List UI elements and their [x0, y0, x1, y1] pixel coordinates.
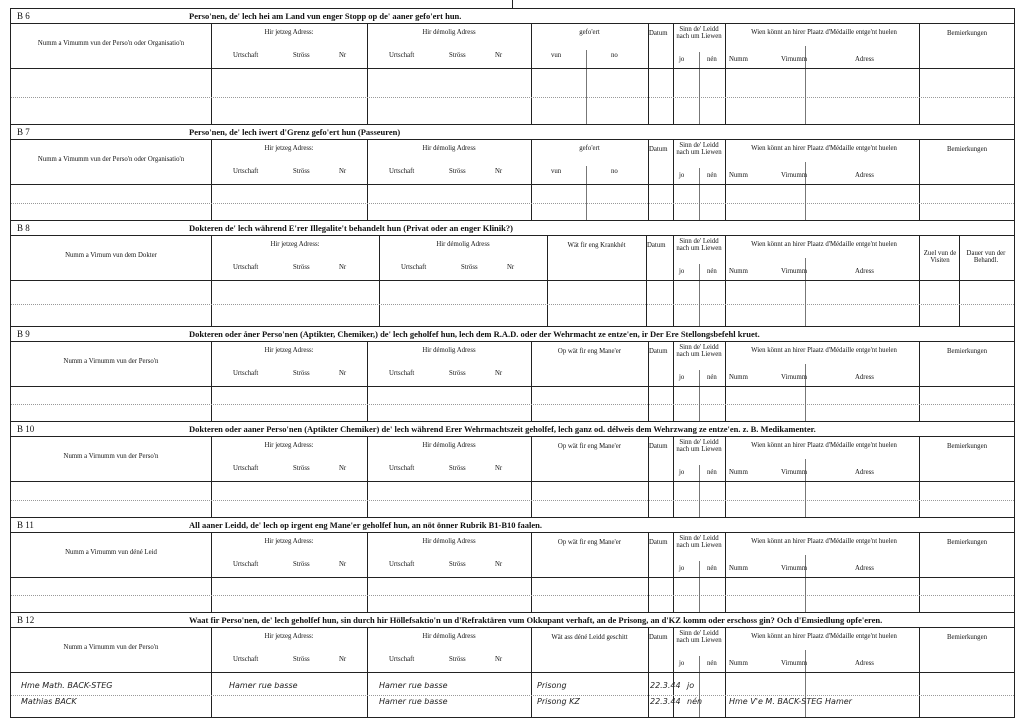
nr-header: Nr — [339, 561, 347, 568]
column-divider — [547, 236, 548, 280]
nr-header: Nr — [495, 656, 503, 663]
from-header: vun — [551, 52, 562, 59]
column-divider — [805, 69, 806, 125]
row-divider — [11, 304, 1014, 305]
column-divider — [367, 533, 368, 577]
current-address-header: Hir jetzeg Adress: — [264, 29, 314, 36]
medal-address-header: Adress — [855, 660, 874, 667]
alive-header: Sinn de' Leidd nach um Liewen — [676, 344, 722, 358]
street-header: Ströss — [293, 465, 310, 472]
date-header: Datum — [649, 30, 668, 37]
first-column-header: Numm a Virnumm vun der Perso'n — [63, 358, 159, 365]
street-header: Ströss — [449, 656, 466, 663]
column-divider — [699, 387, 700, 422]
former-address-header: Hir démolig Adress — [422, 145, 476, 152]
former-address-header: Hir démolig Adress — [422, 347, 476, 354]
handwritten-date: 22.3.44 — [650, 697, 681, 706]
entry-rows[interactable] — [11, 281, 1014, 327]
handwritten-alive: jo — [687, 681, 695, 690]
no-header: nén — [707, 374, 717, 381]
medal-header: Wien könnt an hirer Plaatz d'Médaille entge'nt huelen — [751, 633, 897, 640]
section-title: All aaner Leidd, de' lech op irgent eng Mane'er geholfef hun, an nöt önner Rubrik B1-B10 faalen. — [189, 520, 543, 530]
street-header: Ströss — [461, 264, 478, 271]
column-divider — [211, 437, 212, 481]
section-title: Perso'nen, de' lech hei am Land vun enger Stopp op de' aaner gefo'ert hun. — [189, 11, 462, 21]
row-divider — [11, 97, 1014, 98]
column-divider — [699, 69, 700, 125]
column-divider — [725, 437, 726, 481]
treatment-duration-header: Dauer vun der Behandl. — [966, 250, 1006, 264]
section-b7 — [10, 124, 1015, 221]
medal-name-header: Numm — [729, 374, 748, 381]
column-header — [11, 236, 1014, 281]
alive-header: Sinn de' Leidd nach um Liewen — [676, 630, 722, 644]
current-address-header: Hir jetzeg Adress: — [264, 538, 314, 545]
column-divider — [725, 24, 726, 68]
former-address-header: Hir démolig Adress — [422, 29, 476, 36]
section-b12 — [10, 612, 1015, 718]
remarks-header: Bemierkungen — [946, 443, 987, 450]
nr-header: Nr — [495, 465, 503, 472]
section-title-row — [11, 221, 1014, 236]
nr-header: Nr — [339, 465, 347, 472]
no-header: nén — [707, 172, 717, 179]
section-b9 — [10, 326, 1015, 422]
middle-column-header: Op wät fir eng Mane'er — [557, 443, 622, 450]
column-divider — [531, 628, 532, 672]
remarks-header: Bemierkungen — [946, 348, 987, 355]
column-divider — [367, 140, 368, 184]
no-header: nén — [707, 268, 717, 275]
middle-column-header: gefo'ert — [579, 145, 600, 152]
column-divider — [211, 533, 212, 577]
date-header: Datum — [649, 146, 668, 153]
section-code: B 12 — [17, 615, 35, 625]
section-title-row — [11, 613, 1014, 628]
column-divider — [673, 24, 674, 68]
column-divider — [673, 342, 674, 386]
column-divider — [673, 236, 674, 280]
column-divider — [805, 482, 806, 518]
column-divider — [531, 437, 532, 481]
middle-column-header: Wät fir eng Krankhét — [567, 242, 626, 249]
street-header: Ströss — [449, 168, 466, 175]
column-divider — [805, 673, 806, 717]
nr-header: Nr — [495, 168, 503, 175]
date-header: Datum — [649, 539, 668, 546]
column-divider — [699, 561, 700, 577]
column-divider — [531, 140, 532, 184]
middle-column-header: Wät ass déné Leidd geschitt — [551, 634, 628, 641]
nr-header: Nr — [339, 168, 347, 175]
section-code: B 8 — [17, 223, 30, 233]
column-divider — [725, 140, 726, 184]
medal-firstname-header: Virnumm — [781, 268, 808, 275]
street-header: Ströss — [449, 561, 466, 568]
column-divider — [805, 578, 806, 613]
column-divider — [919, 533, 920, 577]
column-divider — [586, 185, 587, 221]
alive-header: Sinn de' Leidd nach um Liewen — [676, 238, 722, 252]
column-divider — [379, 236, 380, 280]
section-title-row — [11, 422, 1014, 437]
yes-header: jo — [679, 56, 685, 63]
street-header: Ströss — [293, 656, 310, 663]
town-header: Urtschaft — [389, 52, 415, 59]
column-divider — [699, 185, 700, 221]
town-header: Urtschaft — [233, 168, 259, 175]
no-header: nén — [707, 565, 717, 572]
yes-header: jo — [679, 268, 685, 275]
column-divider — [699, 52, 700, 68]
town-header: Urtschaft — [233, 465, 259, 472]
column-divider — [919, 140, 920, 184]
section-title: Dokteren oder aaner Perso'nen (Aptikter Chemiker) de' lech während Erer Wehrmachtszeit geholfef, lech ganz od. délweis dem Wehrzwang ze entze'en. z. B. Medikamenter. — [189, 424, 816, 434]
yes-header: jo — [679, 660, 685, 667]
handwritten-address: Hamer rue basse — [229, 681, 298, 690]
nr-header: Nr — [495, 370, 503, 377]
date-header: Datum — [649, 348, 668, 355]
handwritten-date: 22.3.44 — [650, 681, 681, 690]
nr-header: Nr — [495, 52, 503, 59]
nr-header: Nr — [339, 52, 347, 59]
column-header — [11, 24, 1014, 69]
handwritten-name: Hme Math. BACK-STEG — [21, 681, 113, 690]
column-divider — [725, 236, 726, 280]
nr-header: Nr — [339, 370, 347, 377]
column-header — [11, 628, 1014, 673]
medal-address-header: Adress — [855, 268, 874, 275]
town-header: Urtschaft — [233, 656, 259, 663]
section-code: B 11 — [17, 520, 34, 530]
column-divider — [673, 437, 674, 481]
column-divider — [367, 342, 368, 386]
entry-rows[interactable] — [11, 482, 1014, 518]
section-title: Perso'nen, de' lech iwert d'Grenz gefo'ert hun (Passeuren) — [189, 127, 401, 137]
to-header: no — [611, 168, 618, 175]
entry-rows[interactable] — [11, 185, 1014, 221]
medal-name-header: Numm — [729, 565, 748, 572]
column-divider — [699, 656, 700, 672]
town-header: Urtschaft — [389, 656, 415, 663]
former-address-header: Hir démolig Adress — [422, 633, 476, 640]
section-title-row — [11, 9, 1014, 24]
handwritten-name: Mathias BACK — [21, 697, 77, 706]
column-divider — [919, 236, 920, 280]
no-header: nén — [707, 660, 717, 667]
section-title: Dokteren oder åner Perso'nen (Aptikter, Chemiker,) de' lech geholfef hun, lech dem R.A.D. oder der Wehrmacht ze entze'en, ir Der Ere Stellongsbefehl kruet. — [189, 329, 760, 339]
column-divider — [699, 482, 700, 518]
section-code: B 7 — [17, 127, 30, 137]
column-divider — [699, 673, 700, 717]
section-title: Dokteren de' lech während E'rer Illegalite't behandelt hun (Privat oder an enger Klinik?) — [189, 223, 513, 233]
remarks-header: Bemierkungen — [946, 146, 987, 153]
column-header — [11, 140, 1014, 185]
column-divider — [699, 370, 700, 386]
column-header — [11, 437, 1014, 482]
former-address-header: Hir démolig Adress — [436, 241, 490, 248]
column-divider — [699, 578, 700, 613]
medal-name-header: Numm — [729, 56, 748, 63]
medal-header: Wien könnt an hirer Plaatz d'Médaille entge'nt huelen — [751, 538, 897, 545]
section-title-row — [11, 125, 1014, 140]
first-column-header: Numm a Vimumm vun der Perso'n oder Organisatio'n — [37, 156, 185, 163]
former-address-header: Hir démolig Adress — [422, 442, 476, 449]
no-header: nén — [707, 469, 717, 476]
to-header: no — [611, 52, 618, 59]
medal-firstname-header: Virnumm — [781, 374, 808, 381]
handwritten-medal-recipient: Hme V'e M. BACK-STEG Hamer — [729, 697, 852, 706]
page-top-mark — [512, 0, 513, 8]
column-divider — [211, 236, 212, 280]
medal-header: Wien könnt an hirer Plaatz d'Médaille entge'nt huelen — [751, 241, 897, 248]
medal-firstname-header: Virnumm — [781, 660, 808, 667]
section-b11 — [10, 517, 1015, 613]
column-divider — [699, 465, 700, 481]
medal-name-header: Numm — [729, 469, 748, 476]
column-divider — [531, 342, 532, 386]
current-address-header: Hir jetzeg Adress: — [270, 241, 320, 248]
street-header: Ströss — [293, 264, 310, 271]
column-divider — [959, 236, 960, 280]
row-divider — [11, 500, 1014, 501]
section-code: B 9 — [17, 329, 30, 339]
column-divider — [699, 281, 700, 327]
entry-rows[interactable] — [11, 578, 1014, 613]
town-header: Urtschaft — [389, 561, 415, 568]
column-divider — [725, 533, 726, 577]
street-header: Ströss — [449, 465, 466, 472]
column-divider — [586, 50, 587, 68]
column-divider — [673, 628, 674, 672]
nr-header: Nr — [339, 656, 347, 663]
town-header: Urtschaft — [233, 561, 259, 568]
visits-header: Zuel vun de Visiten — [923, 250, 957, 264]
town-header: Urtschaft — [233, 264, 259, 271]
town-header: Urtschaft — [233, 370, 259, 377]
nr-header: Nr — [507, 264, 515, 271]
current-address-header: Hir jetzeg Adress: — [264, 442, 314, 449]
street-header: Ströss — [293, 561, 310, 568]
entry-rows[interactable] — [11, 387, 1014, 422]
yes-header: jo — [679, 374, 685, 381]
column-divider — [919, 342, 920, 386]
yes-header: jo — [679, 469, 685, 476]
first-column-header: Numm a Virnumm vun déné Leid — [65, 549, 157, 556]
medal-header: Wien könnt an hirer Plaatz d'Médaille entge'nt huelen — [751, 347, 897, 354]
nr-header: Nr — [339, 264, 347, 271]
medal-firstname-header: Virnumm — [781, 565, 808, 572]
medal-firstname-header: Virnumm — [781, 469, 808, 476]
date-header: Datum — [647, 242, 666, 249]
medal-address-header: Adress — [855, 56, 874, 63]
first-column-header: Numm a Virnumm vun der Perso'n — [63, 644, 159, 651]
column-divider — [211, 628, 212, 672]
column-divider — [699, 168, 700, 184]
section-b10 — [10, 421, 1015, 518]
column-divider — [919, 437, 920, 481]
section-title-row — [11, 327, 1014, 342]
yes-header: jo — [679, 172, 685, 179]
town-header: Urtschaft — [401, 264, 427, 271]
form-page — [10, 8, 1013, 716]
medal-header: Wien könnt an hirer Plaatz d'Médaille entge'nt huelen — [751, 145, 897, 152]
medal-firstname-header: Virnumm — [781, 56, 808, 63]
middle-column-header: gefo'ert — [579, 29, 600, 36]
column-divider — [531, 24, 532, 68]
first-column-header: Numm a Virnumm vun der Perso'n — [63, 453, 159, 460]
section-title-row — [11, 518, 1014, 533]
row-divider — [11, 695, 1014, 696]
column-divider — [725, 342, 726, 386]
town-header: Urtschaft — [389, 370, 415, 377]
section-b8 — [10, 220, 1015, 327]
entry-rows[interactable] — [11, 69, 1014, 125]
no-header: nén — [707, 56, 717, 63]
date-header: Datum — [649, 634, 668, 641]
row-divider — [11, 404, 1014, 405]
handwritten-alive: nén — [687, 697, 703, 706]
medal-name-header: Numm — [729, 172, 748, 179]
column-divider — [805, 281, 806, 327]
section-b6 — [10, 8, 1015, 125]
medal-header: Wien könnt an hirer Plaatz d'Médaille entge'nt huelen — [751, 442, 897, 449]
medal-address-header: Adress — [855, 172, 874, 179]
current-address-header: Hir jetzeg Adress: — [264, 347, 314, 354]
current-address-header: Hir jetzeg Adress: — [264, 633, 314, 640]
column-divider — [211, 342, 212, 386]
column-header — [11, 533, 1014, 578]
column-divider — [699, 264, 700, 280]
nr-header: Nr — [495, 561, 503, 568]
town-header: Urtschaft — [389, 465, 415, 472]
row-divider — [11, 595, 1014, 596]
yes-header: jo — [679, 565, 685, 572]
medal-firstname-header: Virnumm — [781, 172, 808, 179]
street-header: Ströss — [293, 168, 310, 175]
medal-address-header: Adress — [855, 374, 874, 381]
remarks-header: Bemierkungen — [946, 634, 987, 641]
alive-header: Sinn de' Leidd nach um Liewen — [676, 26, 722, 40]
remarks-header: Bemierkungen — [946, 30, 987, 37]
column-divider — [586, 69, 587, 125]
current-address-header: Hir jetzeg Adress: — [264, 145, 314, 152]
medal-address-header: Adress — [855, 469, 874, 476]
column-divider — [367, 437, 368, 481]
remarks-header: Bemierkungen — [946, 539, 987, 546]
street-header: Ströss — [293, 370, 310, 377]
column-divider — [586, 166, 587, 184]
column-divider — [725, 628, 726, 672]
column-divider — [919, 628, 920, 672]
handwritten-former-address: Hamer rue basse — [379, 681, 448, 690]
middle-column-header: Op wät fir eng Mane'er — [557, 539, 622, 546]
column-divider — [367, 628, 368, 672]
handwritten-fate: Prisong KZ — [537, 697, 580, 706]
alive-header: Sinn de' Leidd nach um Liewen — [676, 535, 722, 549]
street-header: Ströss — [449, 370, 466, 377]
column-divider — [805, 387, 806, 422]
middle-column-header: Op wät fir eng Mane'er — [557, 348, 622, 355]
section-code: B 6 — [17, 11, 30, 21]
town-header: Urtschaft — [233, 52, 259, 59]
column-divider — [805, 185, 806, 221]
row-divider — [11, 203, 1014, 204]
section-code: B 10 — [17, 424, 35, 434]
column-divider — [211, 140, 212, 184]
column-divider — [367, 24, 368, 68]
column-divider — [673, 140, 674, 184]
medal-name-header: Numm — [729, 268, 748, 275]
former-address-header: Hir démolig Adress — [422, 538, 476, 545]
alive-header: Sinn de' Leidd nach um Liewen — [676, 439, 722, 453]
medal-name-header: Numm — [729, 660, 748, 667]
town-header: Urtschaft — [389, 168, 415, 175]
from-header: vun — [551, 168, 562, 175]
first-column-header: Numm a Vimumm vun der Perso'n oder Organisatio'n — [37, 40, 185, 47]
section-title: Waat fir Perso'nen, de' lech geholfef hun, sin durch hir Höllefsaktio'n un d'Refraktären vum Okkupant verhaft, an de Prisong, an d'KZ komm oder erschoss gin? Och d'Emsiedlung opfe'eren. — [189, 615, 883, 625]
street-header: Ströss — [449, 52, 466, 59]
first-column-header: Numm a Virnum vun dem Dokter — [65, 252, 157, 259]
alive-header: Sinn de' Leidd nach um Liewen — [676, 142, 722, 156]
column-divider — [211, 24, 212, 68]
column-header — [11, 342, 1014, 387]
date-header: Datum — [649, 443, 668, 450]
column-divider — [531, 533, 532, 577]
entry-rows[interactable] — [11, 673, 1014, 717]
street-header: Ströss — [293, 52, 310, 59]
column-divider — [919, 24, 920, 68]
column-divider — [673, 533, 674, 577]
medal-address-header: Adress — [855, 565, 874, 572]
handwritten-former-address: Hamer rue basse — [379, 697, 448, 706]
medal-header: Wien könnt an hirer Plaatz d'Médaille entge'nt huelen — [751, 29, 897, 36]
handwritten-fate: Prisong — [537, 681, 567, 690]
